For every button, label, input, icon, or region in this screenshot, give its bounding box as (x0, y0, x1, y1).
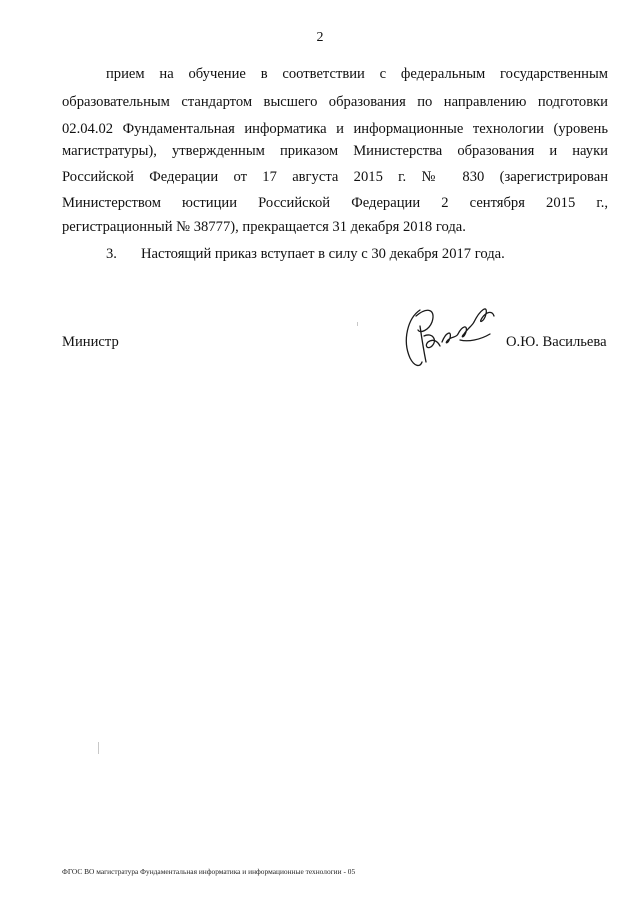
signatory-name: О.Ю. Васильева (506, 334, 607, 350)
item-text: Настоящий приказ вступает в силу с 30 декабря 2017 года. (141, 246, 505, 262)
paragraph-line: магистратуры), утвержденным приказом Министерства образования и науки (62, 143, 608, 159)
paragraph-line: прием на обучение в соответствии с федеральным государственным (106, 66, 608, 82)
page-number: 2 (316, 30, 324, 45)
page-footer: ФГОС ВО магистратура Фундаментальная информатика и информационные технологии - 05 (62, 867, 356, 876)
paragraph-line: Министерством юстиции Российской Федерации 2 сентября 2015 г., (62, 195, 608, 211)
paragraph-line: образовательным стандартом высшего образования по направлению подготовки (62, 94, 608, 110)
signatory-title: Министр (62, 334, 119, 350)
scan-artifact (357, 322, 358, 326)
handwritten-signature-icon (398, 296, 502, 376)
paragraph-line: Российской Федерации от 17 августа 2015 г. № 830 (зарегистрирован (62, 169, 608, 185)
item-number: 3. (106, 246, 117, 262)
paragraph-line: регистрационный № 38777), прекращается 31 декабря 2018 года. (62, 219, 466, 235)
scan-artifact (98, 742, 99, 754)
paragraph-line: 02.04.02 Фундаментальная информатика и информационные технологии (уровень (62, 121, 608, 137)
